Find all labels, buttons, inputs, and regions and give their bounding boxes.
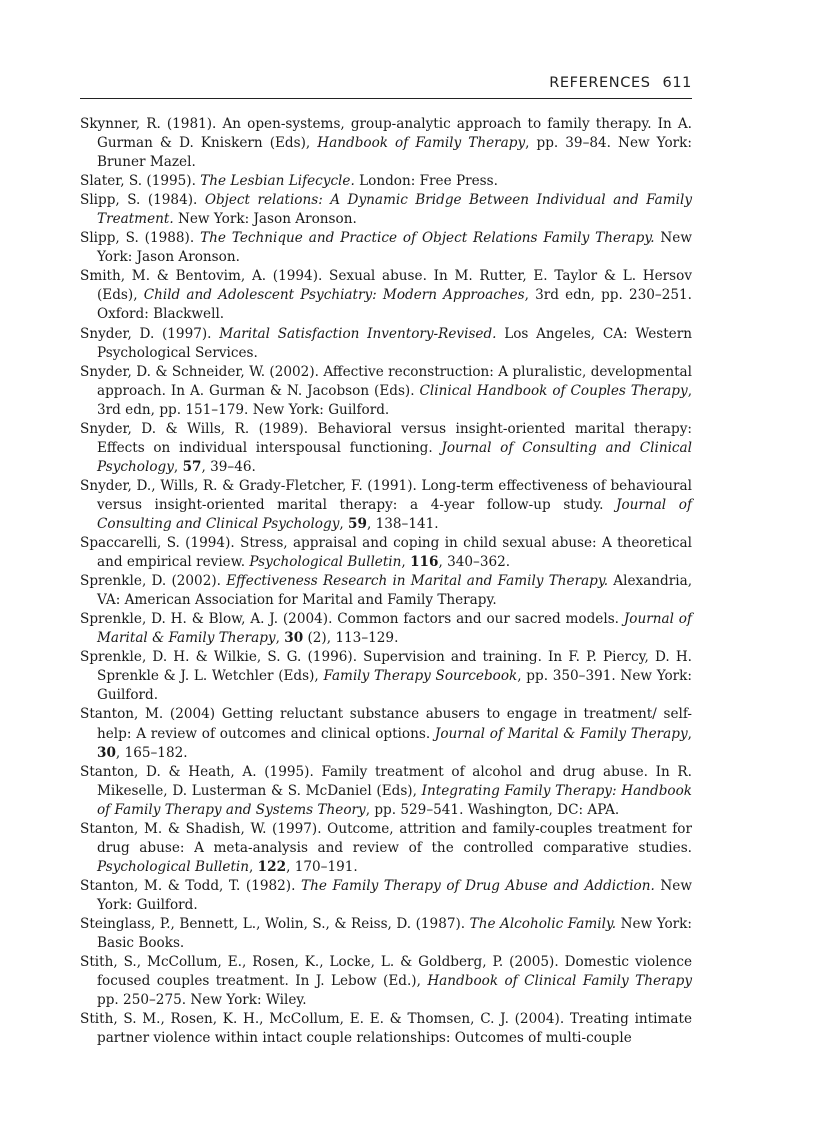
- reference-entry: [80, 191, 692, 229]
- reference-text: Skynner, R. (1981). An open-systems, group-analytic approach to family therapy. In A. Gurman & D. Kniskern (Eds),: [80, 116, 692, 152]
- reference-title: The Alcoholic Family.: [469, 915, 617, 932]
- reference-volume: 122: [257, 858, 287, 875]
- reference-text: , 3rd edn, pp. 151–179. New York: Guilford.: [97, 382, 693, 418]
- reference-text: New York: Jason Aronson.: [173, 211, 357, 228]
- reference-title: Journal of Marital & Family Therapy: [97, 611, 692, 647]
- reference-title: Effectiveness Research in Marital and Family Therapy.: [226, 573, 609, 590]
- reference-text: Slater, S. (1995).: [80, 173, 201, 190]
- reference-text: Smith, M. & Bentovim, A. (1994). Sexual abuse. In M. Rutter, E. Taylor & L. Hersov (Eds),: [80, 268, 692, 304]
- reference-entry: [80, 820, 692, 877]
- reference-text: Slipp, S. (1984).: [80, 192, 205, 209]
- reference-text: Spaccarelli, S. (1994). Stress, appraisal and coping in child sexual abuse: A theoretical and empirical review.: [80, 535, 692, 571]
- reference-entry: [80, 953, 692, 1010]
- reference-text: , pp. 350–391. New York: Guilford.: [97, 668, 692, 704]
- reference-text: ,: [275, 630, 285, 647]
- running-head: [80, 70, 692, 96]
- reference-text: ,: [173, 458, 183, 475]
- reference-title: Family Therapy Sourcebook: [323, 668, 518, 685]
- reference-title: Object relations: A Dynamic Bridge Between Individual and Family Treatment.: [97, 192, 693, 228]
- reference-text: Sprenkle, D. H. & Blow, A. J. (2004). Common factors and our sacred models.: [80, 611, 624, 628]
- reference-text: Slipp, S. (1988).: [80, 230, 201, 247]
- reference-entry: [80, 325, 692, 363]
- reference-volume: 59: [348, 515, 367, 532]
- reference-text: , 138–141.: [366, 515, 439, 532]
- reference-text: Snyder, D. & Wills, R. (1989). Behavioral versus insight-oriented marital therapy: Effects on individual interspousal functioning.: [80, 420, 692, 456]
- reference-text: , 3rd edn, pp. 230–251. Oxford: Blackwell.: [97, 287, 692, 323]
- reference-text: ,: [687, 725, 692, 742]
- reference-title: The Lesbian Lifecycle.: [200, 173, 355, 190]
- reference-text: Stith, S. M., Rosen, K. H., McCollum, E. E. & Thomsen, C. J. (2004). Treating intimate partner violence within intact couple relationships: Outcomes of multi-couple: [80, 1011, 692, 1047]
- reference-text: Steinglass, P., Bennett, L., Wolin, S., & Reiss, D. (1987).: [80, 915, 470, 932]
- reference-text: London: Free Press.: [354, 173, 498, 190]
- reference-title: Child and Adolescent Psychiatry: Modern Approaches: [143, 287, 525, 304]
- reference-entry: [80, 572, 692, 610]
- reference-entry: [80, 115, 692, 172]
- reference-text: Snyder, D. (1997).: [80, 325, 220, 342]
- reference-title: Clinical Handbook of Couples Therapy: [419, 382, 688, 399]
- reference-text: , 39–46.: [201, 458, 256, 475]
- reference-volume: 57: [182, 458, 202, 475]
- reference-volume: 30: [97, 744, 116, 761]
- reference-list: [80, 115, 692, 1048]
- reference-text: pp. 250–275. New York: Wiley.: [97, 992, 307, 1009]
- reference-entry: [80, 534, 692, 572]
- reference-text: Snyder, D., Wills, R. & Grady-Fletcher, F. (1991). Long-term effectiveness of behavioural versus insight-oriented marital therapy: a 4-year follow-up study.: [80, 477, 692, 513]
- reference-title: Marital Satisfaction Inventory-Revised.: [219, 325, 497, 342]
- reference-entry: [80, 648, 692, 705]
- reference-text: (2), 113–129.: [303, 630, 399, 647]
- reference-entry: [80, 705, 692, 762]
- reference-text: Snyder, D. & Schneider, W. (2002). Affective reconstruction: A pluralistic, developmental approach. In A. Gurman & N. Jacobson (Eds).: [80, 363, 692, 399]
- reference-text: New York: Jason Aronson.: [97, 230, 692, 266]
- reference-entry: [80, 877, 692, 915]
- reference-text: Stanton, M. & Todd, T. (1982).: [80, 877, 301, 894]
- reference-title: The Technique and Practice of Object Relations Family Therapy.: [200, 230, 655, 247]
- reference-text: Los Angeles, CA: Western Psychological Services.: [97, 325, 692, 361]
- reference-volume: 30: [284, 630, 304, 647]
- reference-text: Sprenkle, D. H. & Wilkie, S. G. (1996). Supervision and training. In F. P. Piercy, D. H. Sprenkle & J. L. Wetchler (Eds),: [80, 649, 692, 685]
- reference-text: , 340–362.: [438, 554, 511, 571]
- reference-text: ,: [401, 554, 411, 571]
- reference-text: Stanton, M. (2004) Getting reluctant substance abusers to engage in treatment/ self-help: A review of outcomes and clinical options.: [80, 706, 692, 742]
- reference-text: Stanton, D. & Heath, A. (1995). Family treatment of alcohol and drug abuse. In R. Mikeselle, D. Lusterman & S. McDaniel (Eds),: [80, 763, 692, 799]
- reference-title: Psychological Bulletin: [97, 858, 250, 875]
- reference-text: Stith, S., McCollum, E., Rosen, K., Locke, L. & Goldberg, P. (2005). Domestic violence focused couples treatment. In J. Lebow (Ed.),: [80, 954, 692, 990]
- reference-entry: [80, 420, 692, 477]
- reference-text: Stanton, M. & Shadish, W. (1997). Outcome, attrition and family-couples treatment for drug abuse: A meta-analysis and review of the controlled comparative studies.: [80, 820, 692, 856]
- reference-entry: [80, 229, 692, 267]
- reference-title: Journal of Consulting and Clinical Psychology: [97, 496, 692, 532]
- reference-entry: [80, 267, 692, 324]
- reference-text: New York: Basic Books.: [97, 915, 692, 952]
- reference-text: Alexandria, VA: American Association for Marital and Family Therapy.: [97, 573, 693, 609]
- header-rule: [80, 98, 692, 99]
- reference-title: Journal of Marital & Family Therapy: [434, 725, 688, 742]
- reference-entry: [80, 610, 692, 648]
- reference-entry: [80, 363, 692, 420]
- reference-title: Integrating Family Therapy: Handbook of Family Therapy and Systems Theory: [97, 782, 692, 818]
- reference-text: , pp. 529–541. Washington, DC: APA.: [365, 801, 620, 818]
- reference-entry: [80, 172, 692, 191]
- reference-title: Handbook of Family Therapy: [317, 135, 526, 152]
- reference-text: , pp. 39–84. New York: Bruner Mazel.: [97, 135, 692, 171]
- reference-text: , 170–191.: [286, 858, 358, 875]
- page-number: 611: [662, 75, 692, 91]
- reference-entry: [80, 1010, 692, 1048]
- reference-title: Journal of Consulting and Clinical Psychology: [97, 439, 693, 475]
- reference-volume: 116: [410, 554, 439, 571]
- section-title: REFERENCES: [549, 75, 651, 91]
- reference-text: ,: [339, 515, 349, 532]
- reference-title: Handbook of Clinical Family Therapy: [427, 973, 692, 990]
- reference-text: ,: [249, 858, 258, 875]
- reference-entry: [80, 915, 692, 953]
- reference-title: Psychological Bulletin: [249, 554, 402, 571]
- reference-title: The Family Therapy of Drug Abuse and Addiction.: [301, 877, 655, 894]
- reference-entry: [80, 477, 692, 534]
- reference-entry: [80, 763, 692, 820]
- reference-text: , 165–182.: [115, 744, 188, 761]
- reference-text: New York: Guilford.: [97, 877, 692, 913]
- reference-text: Sprenkle, D. (2002).: [80, 573, 227, 590]
